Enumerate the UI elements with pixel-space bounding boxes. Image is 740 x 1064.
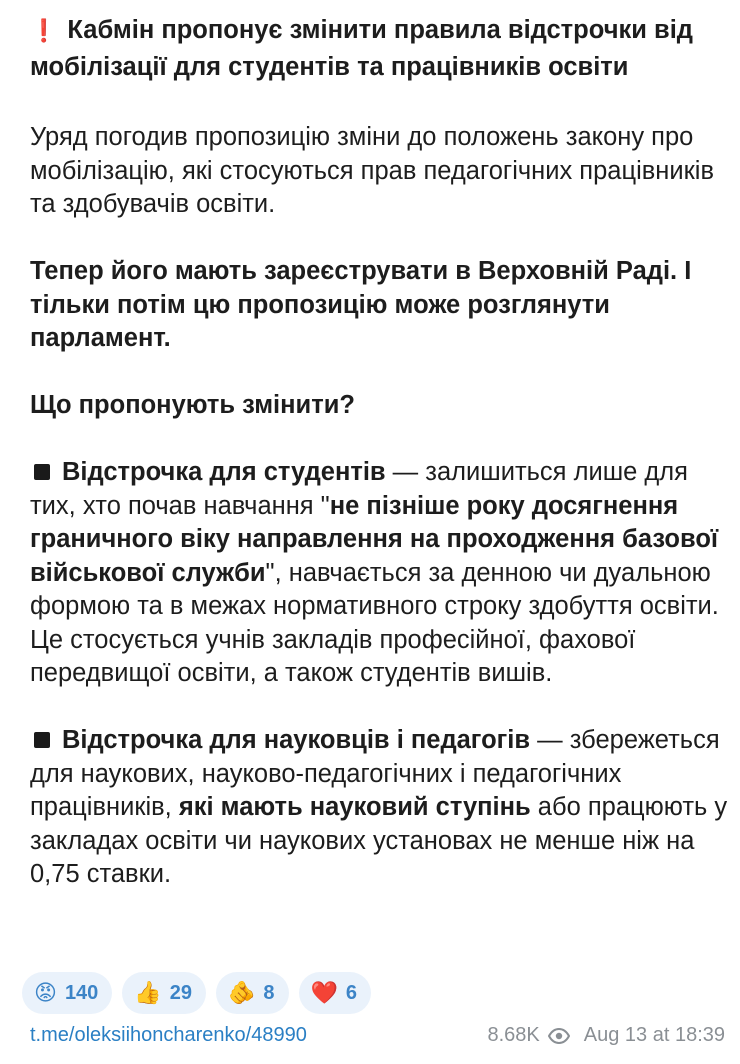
post-title-block — [30, 12, 730, 85]
angry-face-icon: 😡 — [34, 980, 57, 1005]
paragraph-registration: Тепер його мають зареєструвати в Верховній Раді. І тільки потім цю пропозицію може розглянути парламент. — [30, 257, 692, 352]
post-meta — [488, 1024, 726, 1047]
item-students-text-b: ", навчається за денною чи дуальною формою та в межах нормативного строку здобуття освіти. Це стосується учнів закладів професійної, фахової передвищої освіти, а також студентів вишів. — [30, 558, 719, 687]
post-title: Кабмін пропонує змінити правила відстрочки від мобілізації для студентів та працівників освіти — [30, 16, 693, 81]
item-teachers — [30, 724, 730, 892]
heart-icon: ❤️ — [310, 980, 338, 1005]
paragraph-intro: Уряд погодив пропозицію зміни до положень закону про мобілізацію, які стосуються прав педагогічних працівників та здобувачів освіти. — [30, 123, 714, 218]
reaction-thumbs-up[interactable] — [122, 972, 206, 1014]
post-footer — [30, 1024, 725, 1047]
eye-icon — [548, 1028, 570, 1044]
reaction-pointing[interactable] — [216, 972, 289, 1014]
thumbs-up-icon: 👍 — [134, 980, 162, 1005]
exclamation-icon: ❗ — [30, 18, 58, 43]
reaction-heart[interactable] — [299, 972, 372, 1014]
black-square-icon — [34, 464, 50, 480]
reaction-count: 140 — [64, 981, 99, 1004]
item-teachers-text-b: або працюють у закладах освіти чи наукових установах не менше ніж на 0,75 ставки. — [30, 793, 728, 888]
item-teachers-heading: Відстрочка для науковців і педагогів — [62, 726, 531, 754]
reaction-count: 6 — [345, 981, 358, 1004]
reaction-angry[interactable] — [22, 972, 112, 1014]
item-teachers-highlight: які мають науковий ступінь — [178, 793, 531, 821]
post-link[interactable]: t.me/oleksiihoncharenko/48990 — [30, 1024, 307, 1046]
item-students — [30, 456, 730, 691]
item-students-heading: Відстрочка для студентів — [62, 458, 386, 486]
item-students-text-a: — залишиться лише для тих, хто почав навчання " — [30, 458, 688, 520]
post-date: Aug 13 at 18:39 — [583, 1024, 725, 1046]
question-heading: Що пропонують змінити? — [30, 391, 355, 419]
reactions-bar — [22, 972, 371, 1014]
black-square-icon — [34, 732, 50, 748]
item-teachers-text-a: — збережеться для наукових, науково-педагогічних і педагогічних працівників, — [30, 726, 720, 821]
reaction-count: 29 — [169, 981, 192, 1004]
reaction-count: 8 — [263, 981, 275, 1004]
pointing-hand-icon: 🫵 — [227, 980, 256, 1005]
view-count: 8.68K — [487, 1024, 540, 1046]
item-students-highlight: не пізніше року досягнення граничного віку направлення на проходження базової військової служби — [30, 491, 719, 587]
